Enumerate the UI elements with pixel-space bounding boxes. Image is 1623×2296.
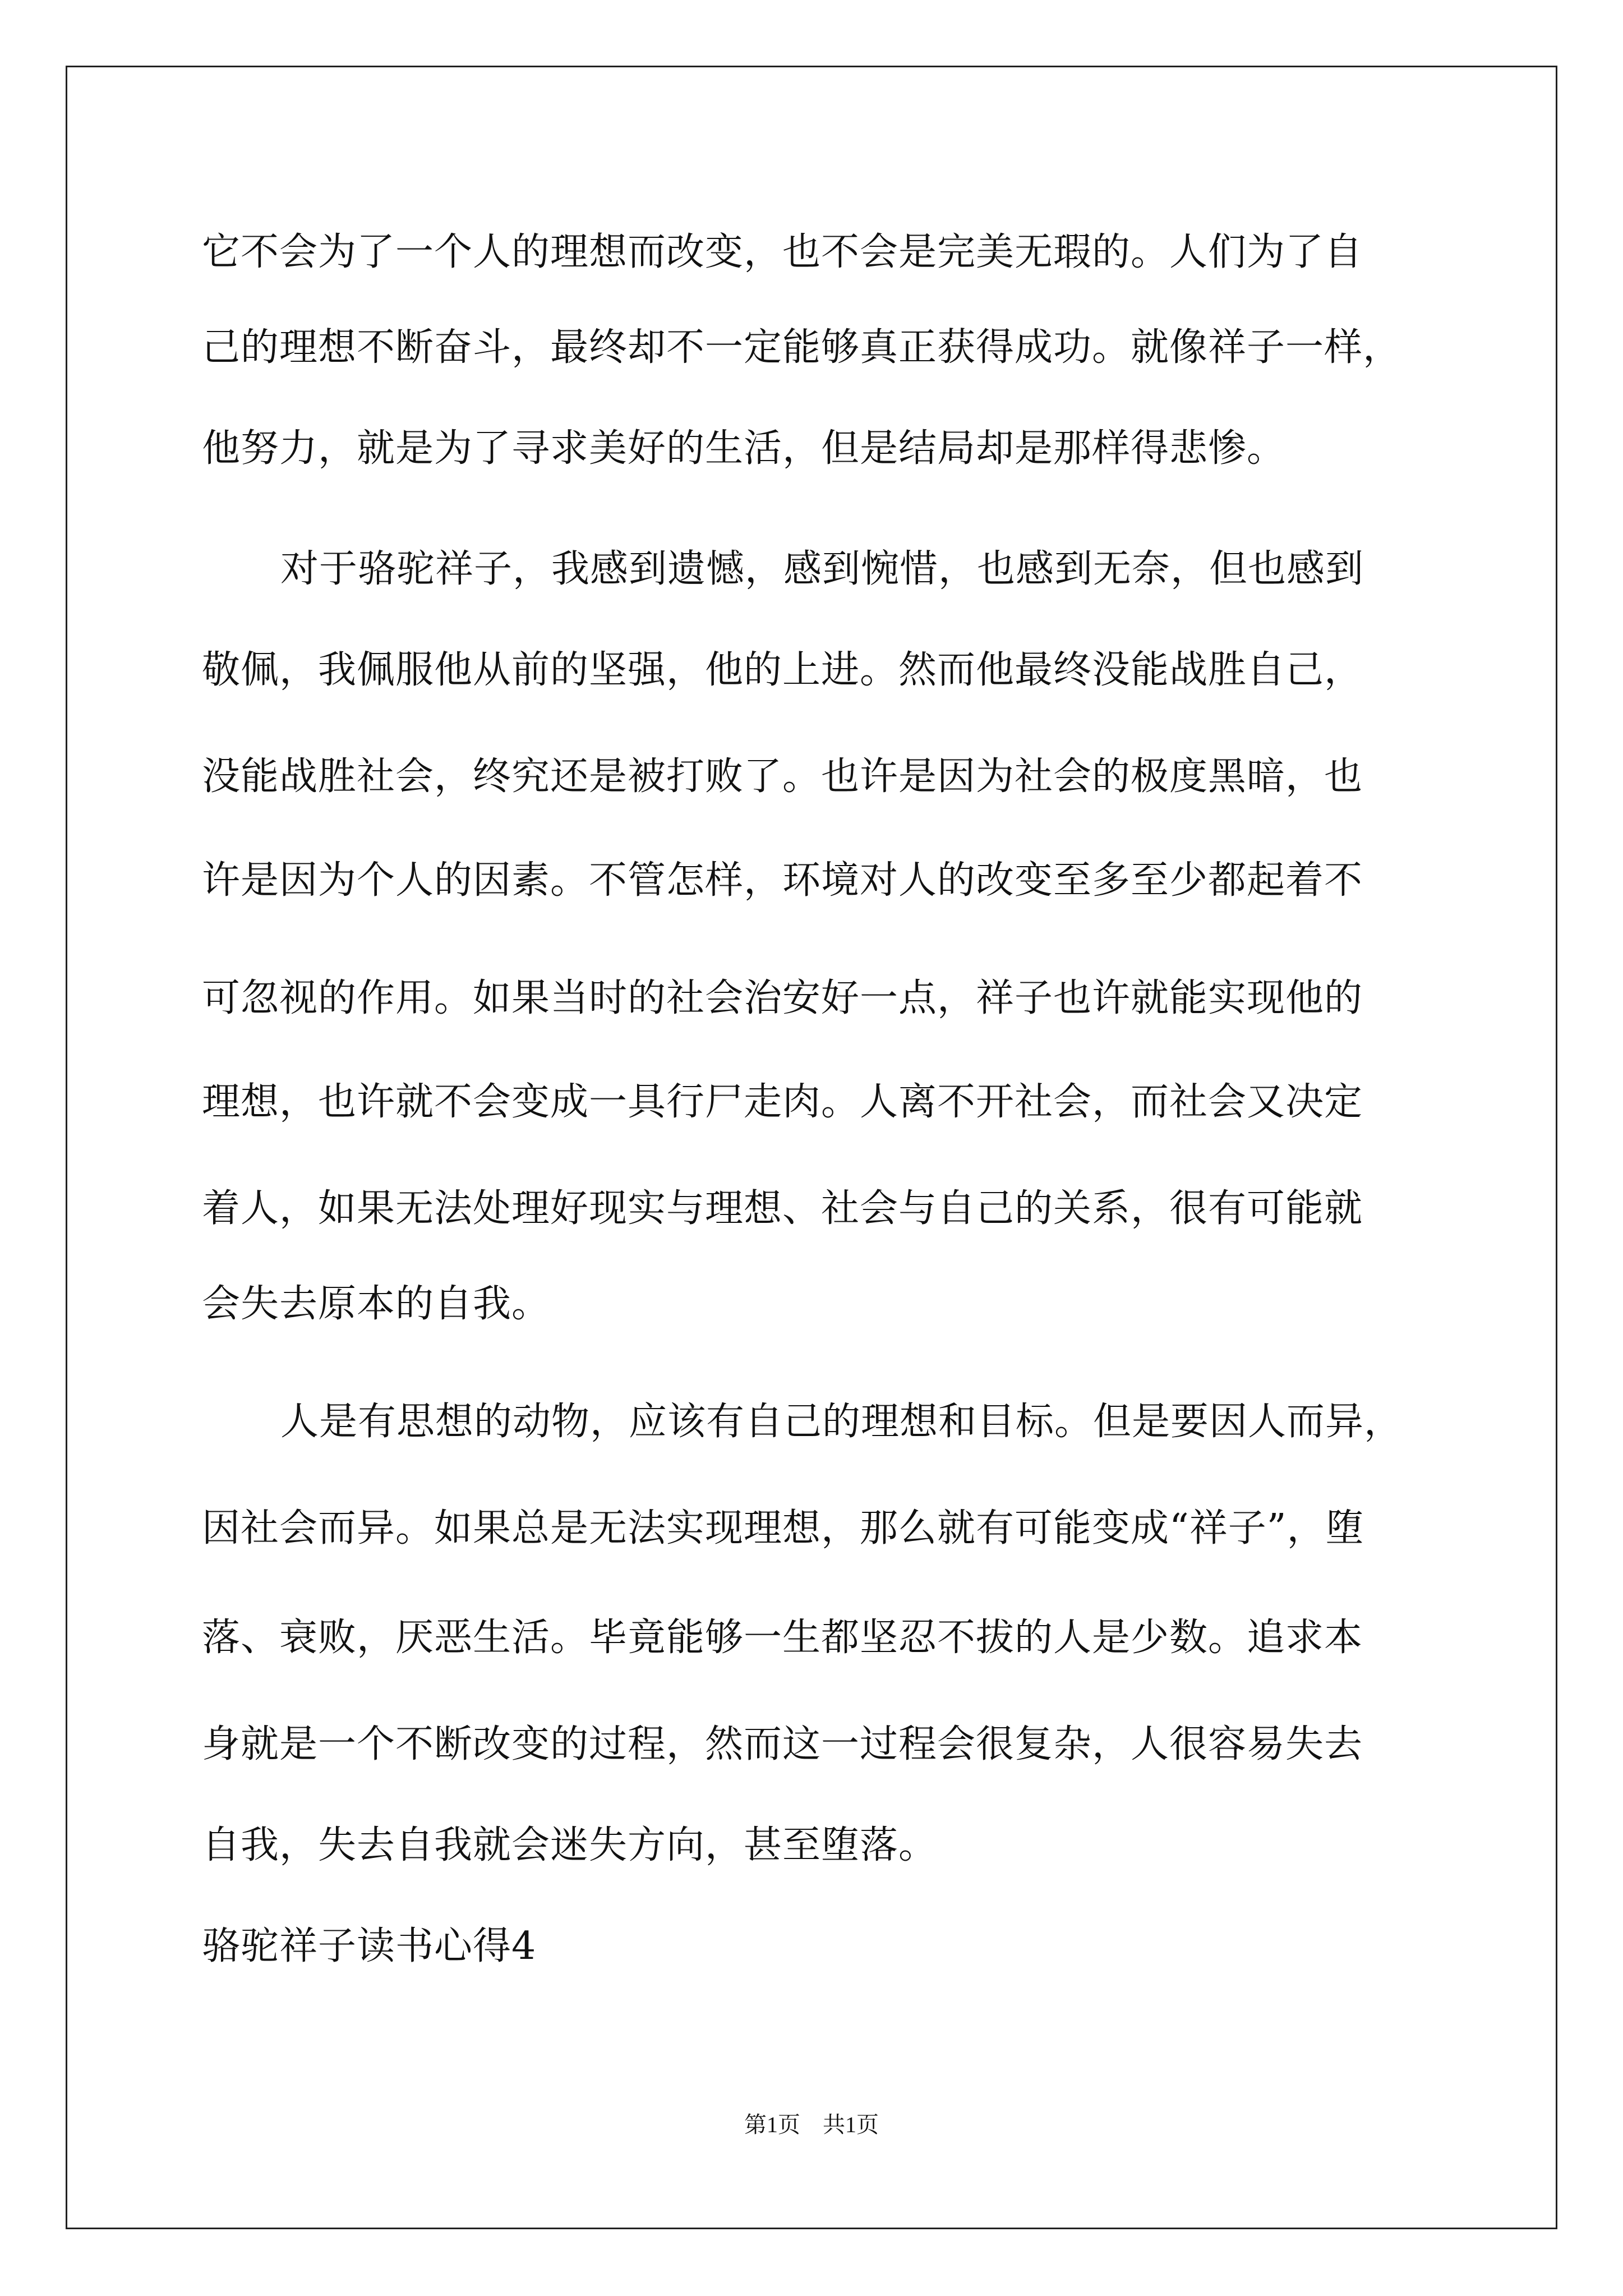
text-line-13: 因社会而异。如果总是无法实现理想，那么就有可能变成“祥子”，堕	[202, 1506, 1364, 1550]
text-line-14: 落、衰败，厌恶生活。毕竟能够一生都坚忍不拔的人是少数。追求本	[202, 1616, 1363, 1660]
text-line-8: 可忽视的作用。如果当时的社会治安好一点，祥子也许就能实现他的	[202, 976, 1363, 1020]
text-line-12: 人是有思想的动物，应该有自己的理想和目标。但是要因人而异，	[280, 1400, 1403, 1444]
text-line-7: 许是因为个人的因素。不管怎样，环境对人的改变至多至少都起着不	[202, 858, 1363, 903]
text-line-15: 身就是一个不断改变的过程，然而这一过程会很复杂，人很容易失去	[202, 1722, 1363, 1766]
text-line-2: 己的理想不断奋斗，最终却不一定能够真正获得成功。就像祥子一样，	[202, 325, 1402, 370]
text-line-11: 会失去原本的自我。	[202, 1282, 551, 1326]
section-heading: 骆驼祥子读书心得4	[202, 1924, 537, 1968]
text-line-1: 它不会为了一个人的理想而改变，也不会是完美无瑕的。人们为了自	[202, 230, 1363, 274]
text-line-5: 敬佩，我佩服他从前的坚强，他的上进。然而他最终没能战胜自己，	[202, 648, 1363, 692]
text-line-10: 着人，如果无法处理好现实与理想、社会与自己的关系，很有可能就	[202, 1186, 1363, 1231]
text-line-3: 他努力，就是为了寻求美好的生活，但是结局却是那样得悲惨。	[202, 426, 1286, 471]
text-line-9: 理想，也许就不会变成一具行尸走肉。人离不开社会，而社会又决定	[202, 1080, 1363, 1124]
text-line-16: 自我，失去自我就会迷失方向，甚至堕落。	[202, 1823, 938, 1867]
page-footer: 第1页 共1页	[744, 2112, 879, 2137]
page-border	[66, 66, 1557, 2229]
text-line-4: 对于骆驼祥子，我感到遗憾，感到惋惜，也感到无奈，但也感到	[280, 547, 1364, 591]
text-line-6: 没能战胜社会，终究还是被打败了。也许是因为社会的极度黑暗，也	[202, 754, 1363, 799]
